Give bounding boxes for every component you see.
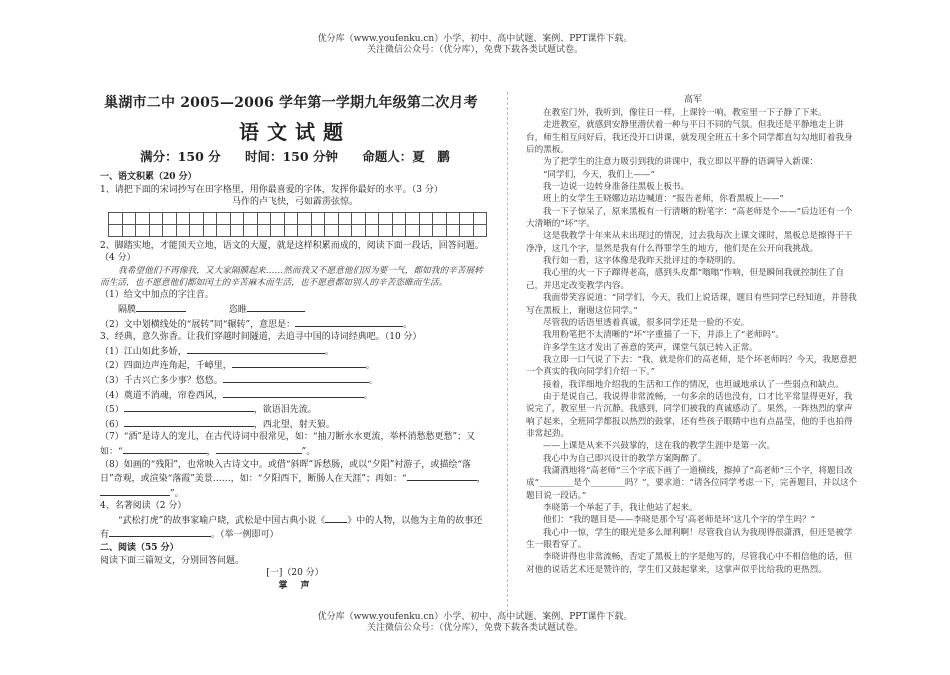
question-3: 3、经典，意久弥香。让我们穿越时间隧道，去追寻中国的诗词经典吧。（10 分）: [100, 332, 422, 343]
question-3-2: （2）四面边声连角起，千嶂里， 。: [100, 358, 490, 373]
exam-time: 时间：150 分钟: [244, 149, 338, 164]
story-paragraph: 我行如一看，这字体像是我昨天批评过的李晓明的。: [543, 256, 741, 267]
question-2: 2、脚踏实地，才能顶天立地，语文的大厦，就是这样积累而成的，阅读下面一段话，回答问题。（4 分）: [100, 240, 484, 264]
section2-intro: 阅读下面三篇短文，分别回答问题。: [100, 555, 245, 566]
story-paragraph: 我面带笑容说道：“同学们，今天，我们上说话课，题目有些同学已经知道，并替我写在黑板上，谢谢这位同学。”: [526, 293, 857, 316]
story-paragraph: 我立即一口气说了下去：“我，就是你们的高老师，是个坏老师吗？今天，我愿意把一个真实的我向同学们介绍一下。”: [526, 354, 857, 378]
section2-heading: 二、阅读（55 分）: [100, 543, 179, 554]
story-paragraph: 李晓第一个举起了手，我让他站了起来。: [543, 503, 698, 513]
answer-blank[interactable]: [407, 471, 477, 481]
story-author: 高军: [683, 95, 702, 105]
story-paragraph: 我用粉笔把不太清晰的“坏”字重描了一下，并添上了“老师吗”。: [543, 330, 785, 341]
story-paragraph: 我心里的火一下子蹿得老高，感到头皮都“嗡嗡”作响，但是瞬间我就控制住了自己，并迅定改变教学内容。: [526, 268, 844, 291]
story-paragraph: 这是我教学十年来从未出现过的情况，过去我每次上课文课时，黑板总是擦得干干净净，这几个字，显然是我有什么得罪学生的地方，他们是在公开向我挑战。: [526, 231, 853, 254]
footer-line-2: 关注微信公众号：（优分库），免费下载各类试题试卷。: [366, 623, 583, 633]
story-paragraph: 尽管我的话语里透着真诚，很多同学还是一脸的不安。: [543, 317, 750, 328]
story-paragraph: “同学们，今天，我们上——”: [543, 169, 655, 180]
story-body: [526, 107, 860, 576]
answer-blank[interactable]: [123, 444, 207, 454]
exam-info: [100, 147, 490, 165]
question-2-1-blanks: 隔膜 恣睢: [100, 302, 490, 317]
story-paragraph: 我心中一惊，学生的眼光是多么犀利啊！尽管我自认为我现得很潇洒，但还是被学生一眼看穿了。: [526, 527, 853, 551]
question-2-passage: 我希望他们不再像我，又大家隔膜起来……然而我又不愿意他们因为要一气，都如我的辛苦展转而生活，也不愿意他们都如闰土的辛苦麻木而生活，也不愿意都如别人的辛苦恣睢而生活。: [100, 265, 483, 289]
question-3-3: （3）千古兴亡多少事？悠悠。 。: [100, 373, 490, 388]
reading-part-label: [一]（20 分）: [266, 568, 324, 579]
right-column: [526, 92, 860, 576]
story-paragraph: 为了把学生的注意力吸引到我的讲课中，我立即以平静的语调导入新课：: [543, 157, 819, 168]
header-line-2: 关注微信公众号：（优分库），免费下载各类试题试卷。: [366, 45, 583, 55]
page-footer: [0, 612, 950, 634]
answer-blank[interactable]: [325, 513, 347, 523]
page-header: [0, 34, 950, 56]
footer-line-1: 优分库（www.youfenku.cn）小学、初中、高中试题、案例、PPT课件下载。: [317, 612, 633, 622]
story-paragraph: 李晓讲得也非常流畅，否定了黑板上的字是他写的，尽管我心中不相信他的话，但对他的说话艺术还是赞许的，学生们又鼓起掌来，这掌声似乎比给我的更热烈。: [526, 552, 853, 575]
answer-blank[interactable]: [223, 388, 364, 398]
question-1-poem: 马作的卢飞快，弓如霹雳弦惊。: [231, 197, 358, 208]
subject-title: 语文试题: [239, 120, 351, 144]
story-paragraph: 他们：“我的题目是——李晓是那个写‘高老师是坏’这几个字的学生吗？”: [543, 515, 816, 526]
header-line-1: 优分库（www.youfenku.cn）小学、初中、高中试题、案例、PPT课件下载。: [317, 34, 633, 44]
answer-blank[interactable]: [136, 302, 186, 312]
exam-title: 巢湖市二中 2005—2006 学年第一学期九年级第二次月考: [104, 95, 478, 111]
left-column: [100, 92, 490, 592]
answer-blank[interactable]: [100, 486, 170, 496]
question-4-text: “武松打虎”的故事家喻户晓，武松是中国古典小说《 》中的人物，以他为主角的故事还有 。（举一例即可）: [100, 513, 490, 542]
question-2-2: （2）文中划横线处的“展转”同“辗转”，意思是： 。: [100, 317, 490, 332]
question-3-6: （6） ，西北望，射天狼。: [100, 417, 490, 432]
question-4: 4、名著阅读（2 分）: [100, 501, 187, 512]
answer-blank[interactable]: [247, 302, 305, 312]
answer-blank[interactable]: [295, 317, 403, 327]
story-paragraph: ——上课是从来不兴鼓掌的，这在我的教学生涯中是第一次。: [543, 441, 776, 452]
column-divider: [507, 92, 508, 612]
question-3-7: （7）“酒”是诗人的宠儿，在古代诗词中很常见，如：“抽刀断水水更流，举杯消愁愁更愁”；又如：“ ， ”。: [100, 432, 476, 457]
answer-blank[interactable]: [124, 402, 254, 412]
answer-blank[interactable]: [223, 373, 369, 383]
question-3-4: （4）奠道不消魂，帘卷西风， 。: [100, 388, 490, 403]
story-paragraph: 接着，我详细地介绍我的生活和工作的情况，也坦诚地承认了一些弱点和缺点。: [543, 379, 844, 390]
story-paragraph: 许多学生这才发出了善意的笑声，课堂气氛已转入正常。: [543, 342, 758, 353]
question-2-1: （1）给文中加点的字注音。: [100, 290, 214, 301]
story-paragraph: 由于是说自己，我说得非常流畅，一句多余的话也没有，口才比平常显得更好，我说完了，教室里一片沉静。我感到，同学们被我的真诚感动了。果然，一阵热烈的掌声响了起来，全班同学都报以热烈的鼓掌，还有些孩子眼睛中也有点晶莹，他的手也拍得非常起劲。: [526, 391, 853, 439]
writing-grid[interactable]: [108, 212, 487, 237]
story-paragraph: 我潇洒地将“高老师”三个字底下画了一道横线，擦掉了“高老师”三个字，将题目改成“________是个________吗？”，要求道：“请各位同学考虑一下，完善题目，并以这个题目说一段话。”: [526, 465, 858, 501]
question-1: 1、请把下面的宋词抄写在田字格里，用你最喜爱的字体，发挥你最好的水平。（3 分）: [100, 184, 443, 195]
answer-blank[interactable]: [216, 444, 302, 454]
question-3-5: （5） ，欲语泪先流。: [100, 402, 490, 417]
question-3-8: （8）如画的“残阳”，也常映入古诗文中。或借“斜晖”诉愁肠，或以“夕阳”衬游子，或描绘“落日”奇观，或渲染“落霞”美景……，如：“夕阳西下，断肠人在天涯”；再如：“ ，”。: [100, 459, 486, 499]
answer-blank[interactable]: [187, 344, 325, 354]
question-3-1: （1）江山如此多娇， 。: [100, 344, 490, 359]
story-paragraph: 走进教室，就感到安静里潜伏着一种与平日不同的气氛。但我还是平静地走上讲台，师生相互问好后，我还没开口讲课，就发现全班五十多个同学都直勾勾地盯着我身后的黑板。: [526, 120, 853, 156]
answer-blank[interactable]: [124, 417, 254, 427]
answer-blank[interactable]: [232, 358, 366, 368]
story-paragraph: 在教室门外，我听到，像往日一样，上课铃一响，教室里一下子静了下来。: [543, 108, 827, 118]
full-score: 满分：150 分: [140, 149, 221, 164]
exam-author: 命题人：夏 鹏: [362, 149, 450, 164]
answer-blank[interactable]: [109, 527, 211, 537]
story-paragraph: 班上的女学生王晓娜边站边喊道：“报告老师，你看黑板上——”: [543, 194, 784, 205]
story-paragraph: 我一边说一边转身准备往黑板上板书。: [543, 182, 690, 193]
reading-title: 掌 声: [278, 580, 312, 591]
story-paragraph: 我一下子惊呆了，原来黑板有一行清晰的粉笔字：“高老师是个——”后边还有一个大清晰的“坏”字。: [526, 206, 853, 230]
section1-heading: 一、语文积累（20 分）: [100, 172, 197, 182]
story-paragraph: 我心中为自己即兴设计的教学方案陶醉了。: [543, 453, 707, 464]
